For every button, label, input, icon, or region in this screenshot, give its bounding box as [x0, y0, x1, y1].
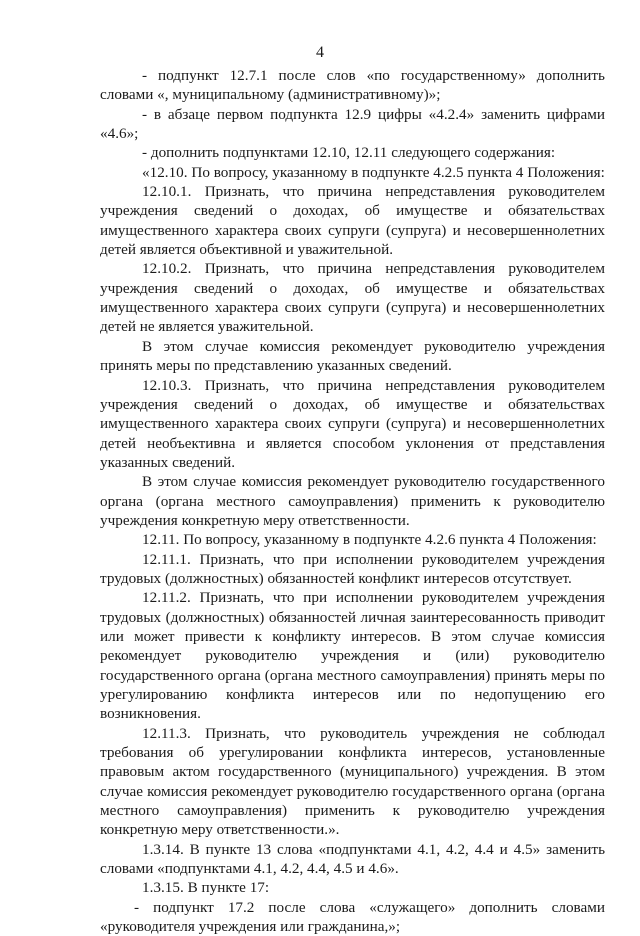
- page-number: 4: [316, 44, 324, 61]
- paragraph: 12.10.2. Признать, что причина непредставления руководителем учреждения сведений о доходах, об имуществе и обязательствах имущественного характера своих супруги (супруга) и несовершеннолетних детей не является уважительной.: [100, 260, 605, 336]
- paragraph: - подпункт 17.2 после слова «служащего» дополнить словами «руководителя учреждения или гражданина,»;: [100, 898, 605, 936]
- paragraph: 12.11.2. Признать, что при исполнении руководителем учреждения трудовых (должностных) обязанностей личная заинтересованность приводит или может привести к конфликту интересов. В этом случае комиссия рекомендует руководителю учреждения и (или) руководителю государственного органа (органа местного самоуправления) принять меры по урегулированию конфликта интересов или по недопущению его возникновения.: [100, 589, 605, 723]
- document-body: [100, 66, 605, 936]
- paragraph: 12.10.1. Признать, что причина непредставления руководителем учреждения сведений о доходах, об имуществе и обязательствах имущественного характера своих супруги (супруга) и несовершеннолетних детей является объективной и уважительной.: [100, 183, 605, 259]
- paragraph: 1.3.15. В пункте 17:: [142, 879, 270, 897]
- paragraph: В этом случае комиссия рекомендует руководителю учреждения принять меры по представлению указанных сведений.: [100, 337, 605, 375]
- paragraph: 12.11.1. Признать, что при исполнении руководителем учреждения трудовых (должностных) обязанностей конфликт интересов отсутствует.: [100, 550, 605, 587]
- paragraph: 12.11. По вопросу, указанному в подпункте 4.2.6 пункта 4 Положения:: [142, 531, 597, 549]
- paragraph: - дополнить подпунктами 12.10, 12.11 следующего содержания:: [142, 144, 556, 162]
- paragraph: 12.10.3. Признать, что причина непредставления руководителем учреждения сведений о доходах, об имуществе и обязательствах имущественного характера своих супруги (супруга) и несовершеннолетних детей необъективна и является способом уклонения от представления указанных сведений.: [100, 376, 605, 471]
- paragraph: - в абзаце первом подпункта 12.9 цифры «4.2.4» заменить цифрами «4.6»;: [100, 105, 605, 143]
- paragraph: «12.10. По вопросу, указанному в подпункте 4.2.5 пункта 4 Положения:: [142, 163, 605, 181]
- paragraph: 12.11.3. Признать, что руководитель учреждения не соблюдал требования об урегулировании конфликта интересов, установленные правовым актом государственного (муниципального) учреждения. В этом случае комиссия рекомендует руководителю государственного органа (органа местного самоуправления) применить к руководителю учреждения конкретную меру ответственности.».: [100, 724, 605, 839]
- paragraph: В этом случае комиссия рекомендует руководителю государственного органа (органа местного самоуправления) применить к руководителю учреждения конкретную меру ответственности.: [100, 473, 605, 529]
- paragraph: 1.3.14. В пункте 13 слова «подпунктами 4.1, 4.2, 4.4 и 4.5» заменить словами «подпунктами 4.1, 4.2, 4.4, 4.5 и 4.6».: [100, 840, 605, 878]
- paragraph: - подпункт 12.7.1 после слов «по государственному» дополнить словами «, муниципальному (административному)»;: [100, 67, 605, 104]
